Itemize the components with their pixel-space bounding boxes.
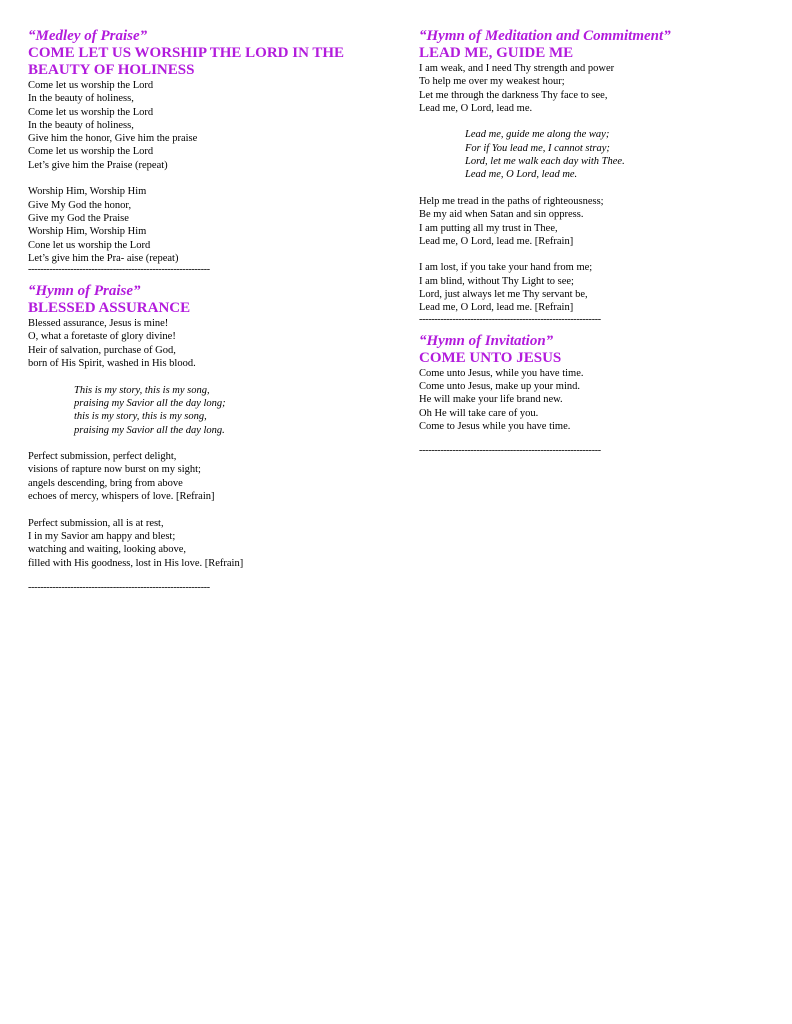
lyric-line: I am weak, and I need Thy strength and power [419, 63, 615, 74]
lyric-line: angels descending, bring from above [28, 477, 183, 489]
lyric-line: Give him the honor, Give him the praise [28, 133, 198, 145]
lyric-line: Lead me, O Lord, lead me. [419, 102, 533, 114]
lyric-line: Come let us worship the Lord [28, 146, 154, 158]
section-label: “Hymn of Praise” [28, 283, 141, 300]
lyric-line: Perfect submission, all is at rest, [28, 517, 164, 529]
section-label: “Medley of Praise” [28, 28, 148, 44]
lyric-line: filled with His goodness, lost in His love. [Refrain] [28, 557, 244, 569]
lyric-line: Give my God the Praise [28, 212, 129, 224]
lyric-line: Come to Jesus while you have time. [419, 420, 571, 432]
invitation-section [419, 333, 764, 457]
lyric-line: I am putting all my trust in Thee, [419, 222, 558, 234]
lyric-line: Help me tread in the paths of righteousness; [419, 195, 604, 207]
section-label: “Hymn of Invitation” [419, 332, 554, 349]
lyric-line: this is my story, this is my song, [74, 411, 207, 423]
lyric-line: This is my story, this is my song, [74, 384, 210, 396]
lyric-line: Let’s give him the Praise (repeat) [28, 159, 168, 171]
lyric-line: Heir of salvation, purchase of God, [28, 344, 176, 356]
lyric-line: Worship Him, Worship Him [28, 226, 147, 238]
section-divider: ------------------------------------------------------------ [419, 314, 601, 325]
stanza [28, 79, 368, 172]
lyric-line: Perfect submission, perfect delight, [28, 451, 177, 463]
lyric-line: I in my Savior am happy and blest; [28, 530, 176, 542]
lyric-line: Lead me, O Lord, lead me. [Refrain] [419, 235, 574, 247]
lyric-line: Lord, let me walk each day with Thee. [465, 156, 625, 168]
lyric-line: Be my aid when Satan and sin oppress. [419, 209, 584, 221]
hymn-title: COME UNTO JESUS [419, 349, 562, 366]
lyric-line: Worship Him, Worship Him [28, 186, 147, 198]
lyric-line: He will make your life brand new. [419, 394, 563, 406]
refrain [419, 128, 764, 181]
lyric-line: Come unto Jesus, while you have time. [419, 367, 584, 379]
refrain [28, 384, 368, 437]
stanza [28, 450, 368, 503]
praise-section [28, 283, 368, 593]
stanza [28, 185, 368, 265]
lyric-line: For if You lead me, I cannot stray; [465, 142, 610, 154]
section-label: “Hymn of Meditation and Commitment” [419, 28, 671, 44]
lyric-line: Lead me, O Lord, lead me. [Refrain] [419, 302, 574, 314]
section-divider: ------------------------------------------------------------ [28, 265, 210, 276]
lyric-line: O, what a foretaste of glory divine! [28, 331, 176, 343]
lyric-line: Lord, just always let me Thy servant be, [419, 289, 588, 301]
left-column [28, 28, 368, 593]
lyric-line: Blessed assurance, Jesus is mine! [28, 318, 169, 330]
stanza [28, 317, 368, 370]
stanza [419, 367, 764, 433]
section-divider: ------------------------------------------------------------ [419, 446, 601, 457]
lyric-line: Let’s give him the Pra- aise (repeat) [28, 252, 179, 264]
lyric-line: In the beauty of holiness, [28, 93, 134, 105]
hymn-title-continued: BEAUTY OF HOLINESS [28, 62, 195, 78]
lyric-line: born of His Spirit, washed in His blood. [28, 358, 196, 370]
lyric-line: I am lost, if you take your hand from me; [419, 262, 593, 274]
lyric-line: Oh He will take care of you. [419, 407, 539, 419]
lyric-line: echoes of mercy, whispers of love. [Refrain] [28, 491, 215, 503]
stanza [419, 195, 764, 248]
stanza [419, 62, 764, 115]
lyric-line: praising my Savior all the day long. [74, 424, 225, 436]
section-divider: ------------------------------------------------------------ [28, 583, 210, 594]
stanza [28, 517, 368, 570]
lyric-line: I am blind, without Thy Light to see; [419, 275, 574, 287]
lyric-line: watching and waiting, looking above, [28, 544, 187, 556]
lyric-line: Come unto Jesus, make up your mind. [419, 380, 580, 392]
lyric-line: In the beauty of holiness, [28, 119, 134, 131]
hymn-title: BLESSED ASSURANCE [28, 300, 191, 317]
lyric-line: praising my Savior all the day long; [74, 397, 226, 409]
meditation-section [419, 28, 764, 325]
lyric-line: Cone let us worship the Lord [28, 239, 151, 251]
hymn-title: LEAD ME, GUIDE ME [419, 45, 574, 61]
right-column [419, 28, 764, 456]
stanza [419, 261, 764, 314]
lyric-line: visions of rapture now burst on my sight; [28, 464, 201, 476]
lyric-line: To help me over my weakest hour; [419, 76, 565, 88]
lyric-line: Lead me, guide me along the way; [465, 129, 610, 141]
lyric-line: Let me through the darkness Thy face to see, [419, 89, 608, 101]
lyric-line: Lead me, O Lord, lead me. [465, 169, 578, 181]
hymn-title: COME LET US WORSHIP THE LORD IN THE [28, 45, 345, 61]
lyric-line: Come let us worship the Lord [28, 106, 154, 118]
lyric-line: Come let us worship the Lord [28, 80, 154, 91]
medley-section [28, 28, 368, 275]
lyric-line: Give My God the honor, [28, 199, 132, 211]
